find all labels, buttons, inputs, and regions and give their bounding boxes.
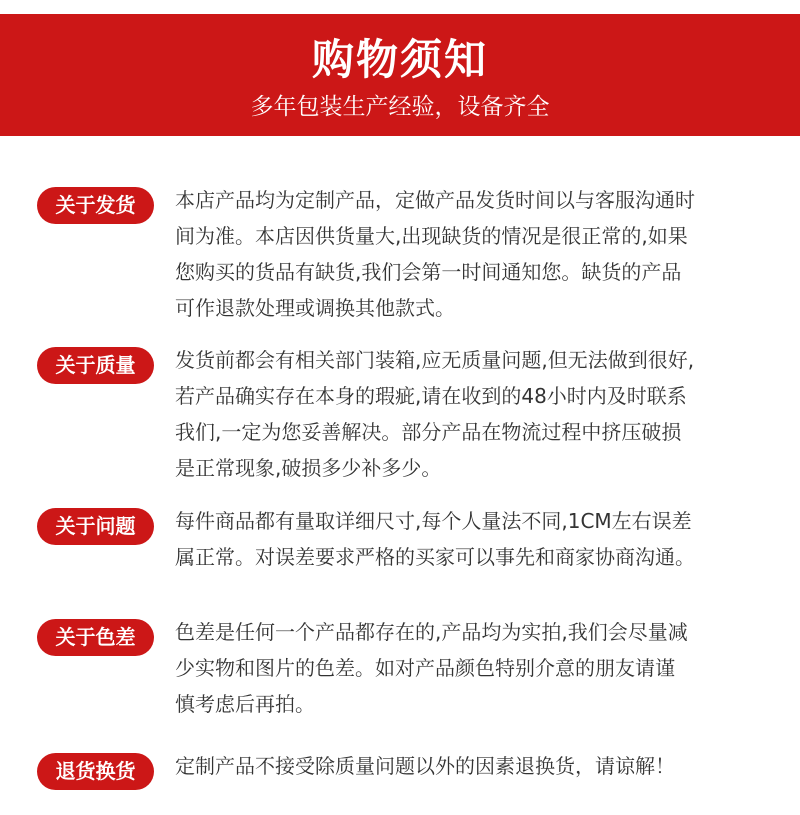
text-line: 若产品确实存在本身的瑕疵,请在收到的48小时内及时联系 [175, 384, 687, 408]
text-line: 本店产品均为定制产品，定做产品发货时间以与客服沟通时 [175, 188, 695, 212]
text-line: 您购买的货品有缺货,我们会第一时间通知您。缺货的产品 [175, 260, 682, 284]
section-tag: 关于问题 [37, 508, 154, 545]
section-text [175, 614, 765, 722]
section-tag: 关于质量 [37, 347, 154, 384]
text-line: 属正常。对误差要求严格的买家可以事先和商家协商沟通。 [175, 545, 695, 569]
section-tag: 退货换货 [37, 753, 154, 790]
section-tag: 关于色差 [37, 619, 154, 656]
header-banner [0, 14, 800, 136]
page-subtitle: 多年包装生产经验，设备齐全 [250, 94, 550, 120]
section-text [175, 748, 765, 784]
text-line: 每件商品都有量取详细尺寸,每个人量法不同,1CM左右误差 [175, 509, 692, 533]
text-line: 是正常现象,破损多少补多少。 [175, 456, 442, 480]
text-line: 发货前都会有相关部门装箱,应无质量问题,但无法做到很好, [175, 348, 695, 372]
text-line: 慎考虑后再拍。 [175, 692, 315, 716]
page-title: 购物须知 [311, 35, 488, 84]
section-text [175, 342, 765, 486]
text-line: 可作退款处理或调换其他款式。 [175, 296, 455, 320]
section-text [175, 182, 765, 326]
text-line: 少实物和图片的色差。如对产品颜色特别介意的朋友请谨 [175, 656, 675, 680]
section-tag: 关于发货 [37, 187, 154, 224]
section-text [175, 503, 765, 575]
text-line: 间为准。本店因供货量大,出现缺货的情况是很正常的,如果 [175, 224, 688, 248]
text-line: 色差是任何一个产品都存在的,产品均为实拍,我们会尽量减 [175, 620, 688, 644]
text-line: 我们,一定为您妥善解决。部分产品在物流过程中挤压破损 [175, 420, 682, 444]
text-line: 定制产品不接受除质量问题以外的因素退换货，请谅解！ [175, 754, 675, 778]
